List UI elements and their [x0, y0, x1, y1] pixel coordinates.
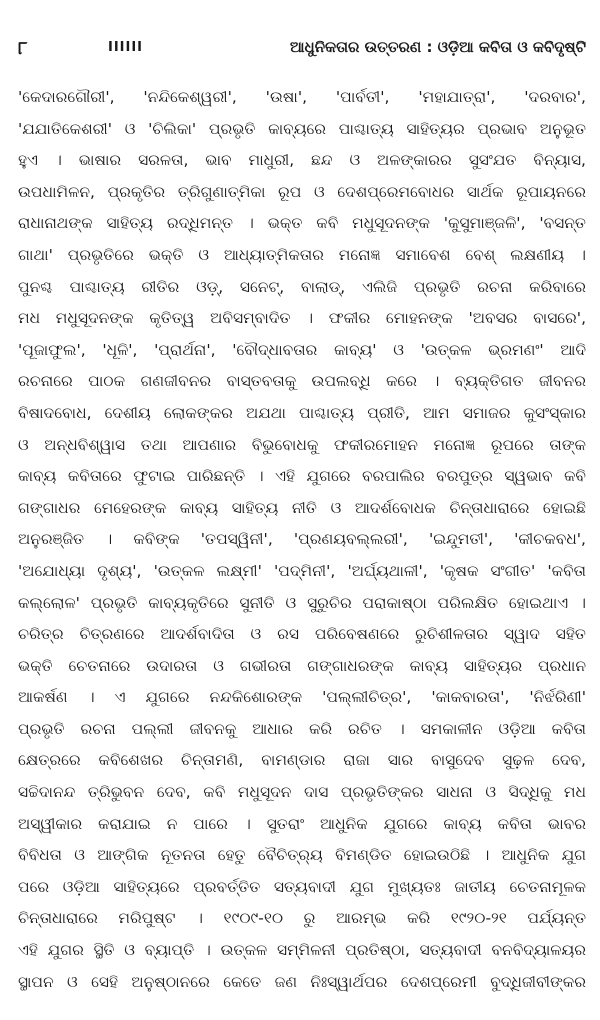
- page-number: ୮: [18, 38, 28, 59]
- text-line: ଏହି ଯୁଗର ସ୍ଥିତି ଓ ବ୍ୟାପ୍ତି । ଉତ୍କଳ ସମ୍ମିଳନୀ ପ୍ରତିଷ୍ଠା, ସତ୍ୟବାଦୀ ବନବିଦ୍ୟାଳୟର: [18, 941, 586, 960]
- text-line: ପ୍ରଭୃତି ରଚନା ପଲ୍ଲୀ ଜୀବନକୁ ଆଧାର କରି ରଚିତ । ସମକାଳୀନ ଓଡ଼ିଆ କବିତା: [18, 719, 586, 738]
- text-line: 'ପୂଜାଫୁଲ', 'ଧୂଳି', 'ପ୍ରାର୍ଥନା', 'ବୌଦ୍ଧାବତାର କାବ୍ୟ' ଓ 'ଉତ୍କଳ ଭ୍ରମଣଂ' ଆଦି: [18, 340, 586, 359]
- text-line: ହୁଏ । ଭାଷାର ସରଳତା, ଭାବ ମାଧୁରୀ, ଛନ୍ଦ ଓ ଅଳଙ୍କାରର ସୁସଂଯତ ବିନ୍ୟାସ,: [18, 151, 586, 170]
- text-line: ଭକ୍ତି ଚେତନାରେ ଉଦାରତା ଓ ଗଭୀରତା ଗଙ୍ଗାଧରଙ୍କ କାବ୍ୟ ସାହିତ୍ୟର ପ୍ରଧାନ: [18, 656, 586, 675]
- text-line: ବିବିଧତା ଓ ଆଙ୍ଗିକ ନୂତନତା ହେତୁ ବୈଚିତ୍ର୍ୟ ବିମଣ୍ଡିତ ହୋଇଉଠିଛି । ଆଧୁନିକ ଯୁଗ: [18, 846, 586, 865]
- text-line: ବିଷାଦବୋଧ, ଦେଶୀୟ ଲୋକଙ୍କର ଅଯଥା ପାଶ୍ଚାତ୍ୟ ପ୍ରୀତି, ଆମ ସମାଜର କୁସଂସ୍କାର: [18, 403, 586, 422]
- running-title: ଆଧୁନିକତାର ଉତ୍ତରଣ : ଓଡ଼ିଆ କବିତା ଓ କବିଦୃଷ୍ଟି: [290, 38, 586, 56]
- text-line: କଲ୍ଲୋଳ' ପ୍ରଭୃତି କାବ୍ୟକୃତିରେ ସୁନୀତି ଓ ସୁରୁଚିର ପରାକାଷ୍ଠା ପରିଲକ୍ଷିତ ହୋଇଥାଏ ।: [18, 593, 586, 612]
- text-line: ଉପଧାମିଳନ, ପ୍ରକୃତିର ତ୍ରିଗୁଣାତ୍ମିକା ରୂପ ଓ ଦେଶପ୍ରେମବୋଧର ସାର୍ଥକ ରୂପାୟନରେ: [18, 182, 586, 201]
- text-line: ପରେ ଓଡ଼ିଆ ସାହିତ୍ୟରେ ପ୍ରବର୍ତ୍ତିତ ସତ୍ୟବାଦୀ ଯୁଗ ମୁଖ୍ୟତଃ ଜାତୀୟ ଚେତନାମୂଳକ: [18, 877, 586, 896]
- body-text: [18, 82, 586, 998]
- text-line: କାବ୍ୟ କବିତାରେ ଫୁଟାଇ ପାରିଛନ୍ତି । ଏହି ଯୁଗରେ ବରପାଲିର ବରପୁତ୍ର ସ୍ୱଭାବ କବି: [18, 467, 586, 486]
- text-line: ସ୍ଥାପନ ଓ ସେହି ଅନୁଷ୍ଠାନରେ କେତେ ଜଣ ନିଃସ୍ୱାର୍ଥପର ଦେଶପ୍ରେମୀ ବୁଦ୍ଧିଜୀବୀଙ୍କର: [18, 972, 586, 991]
- text-line: ରଚନାରେ ପାଠକ ଗଣଜୀବନର ବାସ୍ତବତାକୁ ଉପଲବ୍ଧି କରେ । ବ୍ୟକ୍ତିଗତ ଜୀବନର: [18, 372, 586, 391]
- text-line: 'ଯଯାତିକେଶରୀ' ଓ 'ଚିଲିକା' ପ୍ରଭୃତି କାବ୍ୟରେ ପାଶ୍ଚାତ୍ୟ ସାହିତ୍ୟର ପ୍ରଭାବ ଅନୁଭୂତ: [18, 119, 586, 138]
- text-line: 'କେଦାରଗୌରୀ', 'ନନ୍ଦିକେଶ୍ୱରୀ', 'ଉଷା', 'ପାର୍ବତୀ', 'ମହାଯାତ୍ରା', 'ଦରବାର',: [18, 88, 586, 106]
- text-line: ଅନୁରଞ୍ଜିତ । କବିଙ୍କ 'ତପସ୍ୱିନୀ', 'ପ୍ରଣୟବଲ୍ଲରୀ', 'ଇନ୍ଦୁମତୀ', 'କୀଚକବଧ',: [18, 530, 586, 549]
- text-line: ପୁନଶ୍ଚ ପାଶ୍ଚାତ୍ୟ ରୀତିର ଓଡ଼୍, ସନେଟ୍, ବାଲାଡ୍, ଏଲିଜି ପ୍ରଭୃତି ରଚନା କରିବାରେ: [18, 277, 586, 296]
- header-mark: IIIIII: [108, 40, 144, 55]
- text-line: ରାଧାନାଥଙ୍କ ସାହିତ୍ୟ ରଦ୍ଧିମନ୍ତ । ଭକ୍ତ କବି ମଧୁସୂଦନଙ୍କ 'କୁସୁମାଞ୍ଜଳି', 'ବସନ୍ତ: [18, 214, 586, 233]
- text-line: ଚରିତ୍ର ଚିତ୍ରଣରେ ଆଦର୍ଶବାଦିତା ଓ ରସ ପରିବେଷଣରେ ରୁଚିଶୀଳତାର ସ୍ୱାଦ ସହିତ: [18, 625, 586, 644]
- text-line: ଓ ଅନ୍ଧବିଶ୍ୱାସ ତଥା ଆପଣାର ବିଭୁବୋଧକୁ ଫକୀରମୋହନ ମନୋଜ୍ଞ ରୂପରେ ତାଙ୍କ: [18, 435, 586, 454]
- text-line: କ୍ଷେତ୍ରରେ କବିଶେଖର ଚିନ୍ତାମଣି, ବାମଣ୍ଡାର ରାଜା ସାର ବାସୁଦେବ ସୁଢ଼ଳ ଦେବ,: [18, 751, 586, 770]
- text-line: ମଧ ମଧୁସୂଦନଙ୍କ କୃତିତ୍ୱ ଅବିସମ୍ବାଦିତ । ଫକୀର ମୋହନଙ୍କ 'ଅବସର ବାସରେ',: [18, 309, 586, 328]
- text-line: ଗାଥା' ପ୍ରଭୃତିରେ ଭକ୍ତି ଓ ଆଧ୍ୟାତ୍ମିକତାର ମନୋଜ୍ଞ ସମାବେଶ ବେଶ୍ ଲକ୍ଷଣୀୟ ।: [18, 245, 586, 264]
- text-line: ଚିନ୍ତାଧାରାରେ ମରିପୁଷ୍ଟ । ୧୯୦୯-୧୦ ରୁ ଆରମ୍ଭ କରି ୧୯୨୦-୨୧ ପର୍ଯ୍ୟନ୍ତ: [18, 909, 586, 928]
- text-line: ସଚ୍ଚିଦାନନ୍ଦ ତ୍ରିଭୁବନ ଦେବ, କବି ମଧୁସୂଦନ ଦାସ ପ୍ରଭୃତିଙ୍କର ସାଧନା ଓ ସିଦ୍ଧିକୁ ମଧ: [18, 783, 586, 802]
- text-line: ଗଙ୍ଗାଧର ମେହେରଙ୍କ କାବ୍ୟ ସାହିତ୍ୟ ନୀତି ଓ ଆଦର୍ଶବୋଧକ ଚିନ୍ତାଧାରାରେ ହୋଇଛି: [18, 498, 586, 517]
- text-line: ଅସ୍ୱୀକାର କରାଯାଇ ନ ପାରେ । ସୁତରାଂ ଆଧୁନିକ ଯୁଗରେ କାବ୍ୟ କବିତା ଭାବର: [18, 814, 586, 833]
- text-line: ଆକର୍ଷଣ । ଏ ଯୁଗରେ ନନ୍ଦକିଶୋରଙ୍କ 'ପଲ୍ଲୀଚିତ୍ର', 'କାକବାରତା', 'ନିର୍ଝରିଣୀ': [18, 688, 586, 707]
- text-line: 'ଅଯୋଧ୍ୟା ଦୃଶ୍ୟ', 'ଉତ୍କଳ ଲକ୍ଷ୍ମୀ' 'ପଦ୍ମିନୀ', 'ଅର୍ଘ୍ୟଥାଳୀ', 'କୃଷକ ସଂଗୀତ' 'କବିତା: [18, 561, 586, 580]
- page-header: [18, 38, 586, 68]
